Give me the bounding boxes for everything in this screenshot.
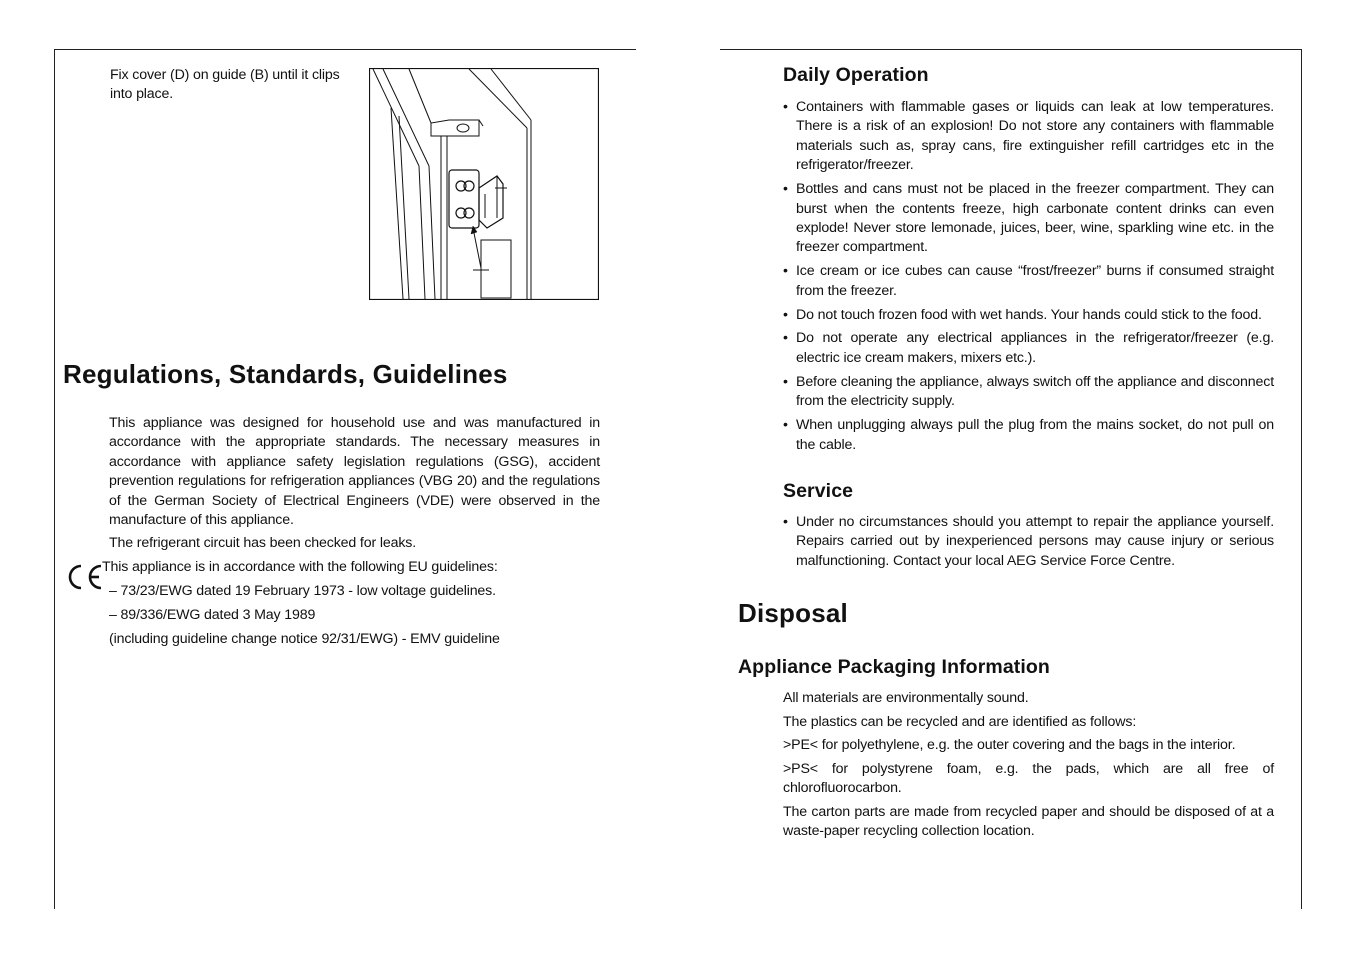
list-item: • When unplugging always pull the plug from the mains socket, do not pull on the cable.	[783, 416, 1274, 455]
packaging-heading: Appliance Packaging Information	[738, 656, 1050, 678]
packaging-paragraph: The carton parts are made from recycled paper and should be disposed of at a waste-paper recycling collection location.	[783, 803, 1274, 840]
daily-operation-heading: Daily Operation	[783, 64, 929, 86]
guideline-item-low-voltage: – 73/23/EWG dated 19 February 1973 - low voltage guidelines.	[109, 583, 496, 600]
service-list	[783, 513, 1274, 576]
right-page-top-rule	[720, 49, 1302, 50]
left-page-left-rule	[54, 49, 55, 909]
disposal-heading: Disposal	[738, 598, 848, 628]
guideline-item-emv-date: – 89/336/EWG dated 3 May 1989	[109, 607, 316, 624]
packaging-paragraph: All materials are environmentally sound.	[783, 690, 1029, 706]
list-item: • Do not touch frozen food with wet hands. Your hands could stick to the food.	[783, 306, 1274, 325]
packaging-paragraphs	[783, 689, 1274, 846]
guideline-item-emv-notice: (including guideline change notice 92/31/EWG) - EMV guideline	[109, 631, 500, 648]
list-item: • Before cleaning the appliance, always switch off the appliance and disconnect from the electricity supply.	[783, 373, 1274, 412]
list-item: • Ice cream or ice cubes can cause “frost/freezer” burns if consumed straight from the freezer.	[783, 262, 1274, 301]
right-page-right-rule	[1301, 49, 1302, 909]
packaging-paragraph: >PE< for polyethylene, e.g. the outer covering and the bags in the interior.	[783, 737, 1236, 754]
regulations-section	[102, 414, 600, 649]
daily-operation-list	[783, 98, 1274, 459]
list-item: • Containers with flammable gases or liquids can leak at low temperatures. There is a risk of an explosion! Do not store any containers with flammable materials such as, spray cans, fire extinguisher refill cartridges etc in the refrigerator/freezer.	[783, 98, 1274, 176]
ce-mark-logo	[64, 560, 104, 603]
packaging-paragraph: >PS< for polystyrene foam, e.g. the pads, which are all free of chlorofluorocarbon.	[783, 760, 1274, 797]
service-heading: Service	[783, 480, 854, 502]
packaging-paragraph: The plastics can be recycled and are identified as follows:	[783, 713, 1137, 730]
regulations-heading: Regulations, Standards, Guidelines	[63, 359, 508, 389]
regulations-paragraph: This appliance was designed for household use and was manufactured in accordance with the appropriate standards. The necessary measures in accordance with appliance safety legislation regulations (GSG), accident prevention regulations for refrigeration appliances (VBG 20) and the regulations of the German Society of Electrical Engineers (VDE) were observed in the manufacture of this appliance.	[109, 415, 600, 529]
list-item: • Under no circumstances should you attempt to repair the appliance yourself. Repairs carried out by inexperienced persons may cause injury or serious malfunctioning. Contact your local AEG Service Force Centre.	[783, 513, 1274, 571]
refrigerant-paragraph: The refrigerant circuit has been checked for leaks.	[109, 535, 416, 552]
eu-guidelines-paragraph: This appliance is in accordance with the following EU guidelines:	[102, 559, 498, 576]
list-item: • Bottles and cans must not be placed in the freezer compartment. They can burst when the contents freeze, high carbonate content drinks can even explode! Never store lemonade, juices, beer, wine, sparkling wine etc. in the freezer compartment.	[783, 180, 1274, 258]
cover-installation-illustration	[369, 68, 599, 300]
list-item: • Do not operate any electrical appliances in the refrigerator/freezer (e.g. electric ice cream makers, mixers etc.).	[783, 329, 1274, 368]
left-page-top-rule	[55, 49, 636, 50]
fix-cover-caption: Fix cover (D) on guide (B) until it clips into place.	[110, 67, 340, 103]
